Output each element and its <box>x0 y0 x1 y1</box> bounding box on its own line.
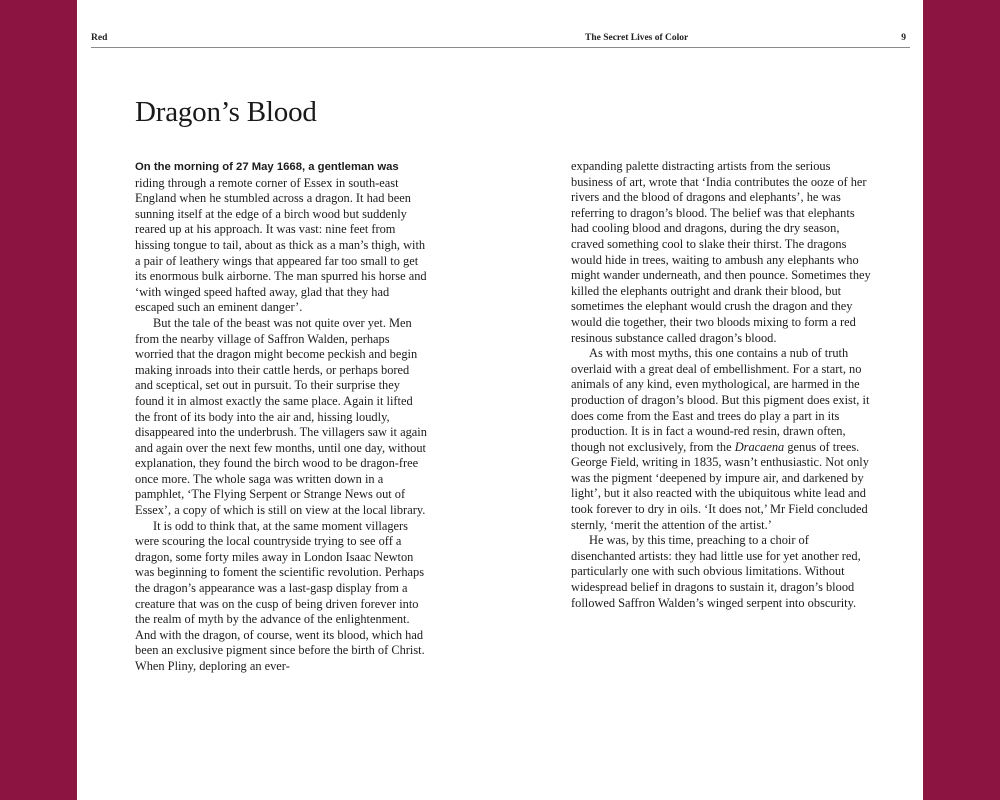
left-column <box>135 159 427 675</box>
paragraph-2: But the tale of the beast was not quite over yet. Men from the nearby village of Saffron Walden, perhaps worried that the dragon might become peckish and begin making inroads into their cattle herds, or perhaps bored and sceptical, set out in pursuit. To their surprise they found it in almost exactly the same place. Again it lifted the front of its body into the air and, hissing loudly, disappeared into the underbrush. The villagers saw it again and again over the next few months, until one day, without explanation, they found the birch wood to be dragon-free once more. The whole saga was written down in a pamphlet, ‘The Flying Serpent or Strange News out of Essex’, a copy of which is still on view at the local library. <box>135 315 427 518</box>
lede-text: On the morning of 27 May 1668, a gentleman was <box>135 161 399 173</box>
running-head <box>91 33 910 48</box>
paragraph-1-body: riding through a remote corner of Essex in south-east England when he stumbled across a dragon. It had been sunning itself at the edge of a birch wood but suddenly reared up at his approach. It was vast: nine feet from hissing tongue to tail, about as thick as a man’s thigh, with a pair of leathery wings that appeared far too small to get its enormous bulk airborne. The man spurred his horse and ‘with winged speed hafted away, glad that they had escaped such an eminent danger’. <box>135 175 427 315</box>
chapter-title: Dragon’s Blood <box>135 96 317 128</box>
paragraph-3: It is odd to think that, at the same moment villagers were scouring the local countryside trying to see off a dragon, some forty miles away in London Isaac Newton was beginning to foment the scientific revolution. Perhaps the dragon’s appearance was a last-gasp display from a creature that was on the cusp of being driven forever into the realm of myth by the advance of the enlightenment. And with the dragon, of course, went its blood, which had been an exclusive pigment since before the birth of Christ. When Pliny, deploring an ever- <box>135 518 425 673</box>
paragraph-5 <box>571 346 871 533</box>
genus-name: Dracaena <box>734 439 785 454</box>
right-column <box>571 159 871 611</box>
paragraph-5-part-1: As with most myths, this one contains a nub of truth overlaid with a great deal of embellishment. For a start, no animals of any kind, even mythological, are harmed in the production of dragon’s blood. But this pigment does exist, it does come from the East and trees do play a part in its production. It is in fact a wound-red resin, drawn often, though not exclusively, from the <box>571 346 870 454</box>
paragraph-1 <box>135 159 427 316</box>
book-page <box>77 0 923 800</box>
paragraph-5-part-2: genus of trees. George Field, writing in 1835, wasn’t enthusiastic. Not only was the pigment ‘deepened by impure air, and darkened by light’, but it also reacted with the ubiquitous white lead and took forever to dry in oils. ‘It does not,’ Mr Field concluded sternly, ‘merit the attention of the artist.’ <box>571 439 869 532</box>
running-head-section: Red <box>91 33 108 43</box>
page-number: 9 <box>901 33 906 43</box>
paragraph-6: He was, by this time, preaching to a choir of disenchanted artists: they had little use for yet another red, particularly one with such obvious limitations. Without widespread belief in dragons to sustain it, dragon’s blood followed Saffron Walden’s winged serpent into obscurity. <box>571 533 861 610</box>
running-head-book-title: The Secret Lives of Color <box>585 33 689 43</box>
paragraph-4: expanding palette distracting artists from the serious business of art, wrote that ‘India contributes the ooze of her rivers and the blood of dragons and elephants’, he was referring to dragon’s blood. The belief was that elephants had cooling blood and dragons, during the dry season, craved something cool to slake their thirst. The dragons would hide in trees, waiting to ambush any elephants who might wander underneath, and then pounce. Sometimes they killed the elephants outright and drank their blood, but sometimes the elephant would crush the dragon and they would die together, their two bloods mixing to form a red resinous substance called dragon’s blood. <box>571 159 871 345</box>
